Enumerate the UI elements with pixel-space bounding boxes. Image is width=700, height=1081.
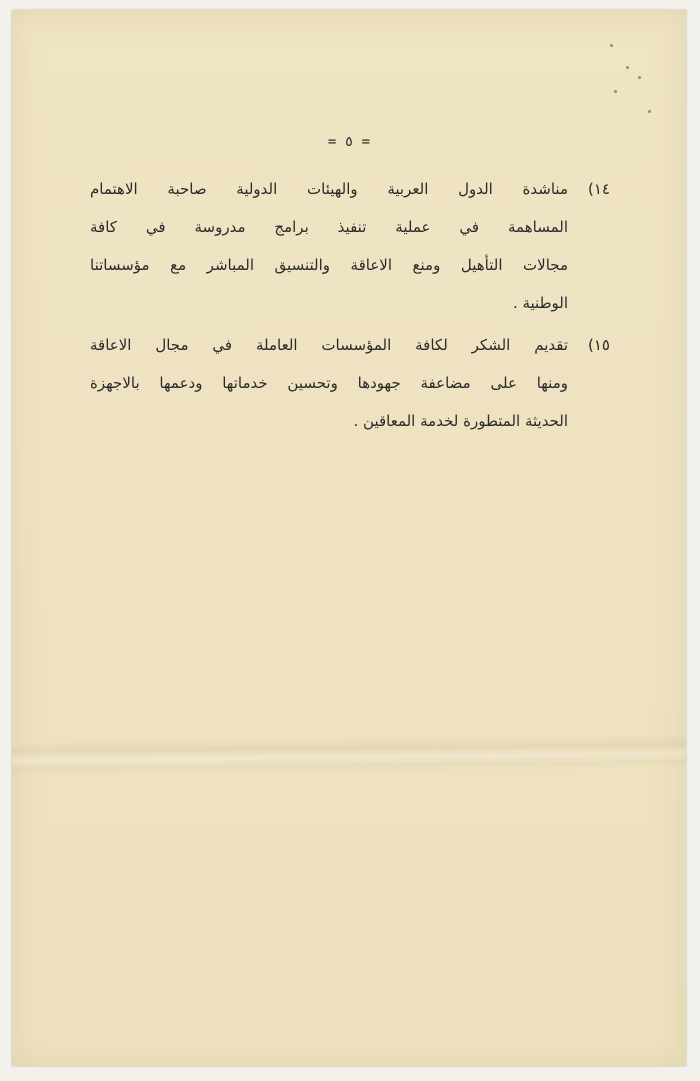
paper-speck <box>648 110 651 113</box>
text-line: الوطنية . <box>512 294 568 312</box>
paper-speck <box>626 66 629 69</box>
text-line: مجالات التأهيل ومنع الاعاقة والتنسيق المباشر مع مؤسساتنا <box>90 256 568 274</box>
item-number: ١٤) <box>588 180 610 198</box>
document-body <box>90 170 610 440</box>
page-number: = ٥ = <box>327 134 371 150</box>
paper-speck <box>638 76 641 79</box>
paper-sheet <box>12 10 686 1066</box>
paper-speck <box>614 90 617 93</box>
text-line: المساهمة في عملية تنفيذ برامج مدروسة في كافة <box>90 218 568 236</box>
list-item-14 <box>90 170 610 322</box>
text-line: تقديم الشكر لكافة المؤسسات العاملة في مجال الاعاقة <box>90 336 568 354</box>
paper-fold-crease <box>12 734 686 775</box>
list-item-15 <box>90 326 610 440</box>
text-line: مناشدة الدول العربية والهيئات الدولية صاحبة الاهتمام <box>90 180 568 198</box>
paper-speck <box>610 44 613 47</box>
text-line: ومنها على مضاعفة جهودها وتحسين خدماتها ودعمها بالاجهزة <box>90 374 568 392</box>
text-line: الحديثة المتطورة لخدمة المعاقين . <box>353 412 568 430</box>
item-number: ١٥) <box>588 336 610 354</box>
